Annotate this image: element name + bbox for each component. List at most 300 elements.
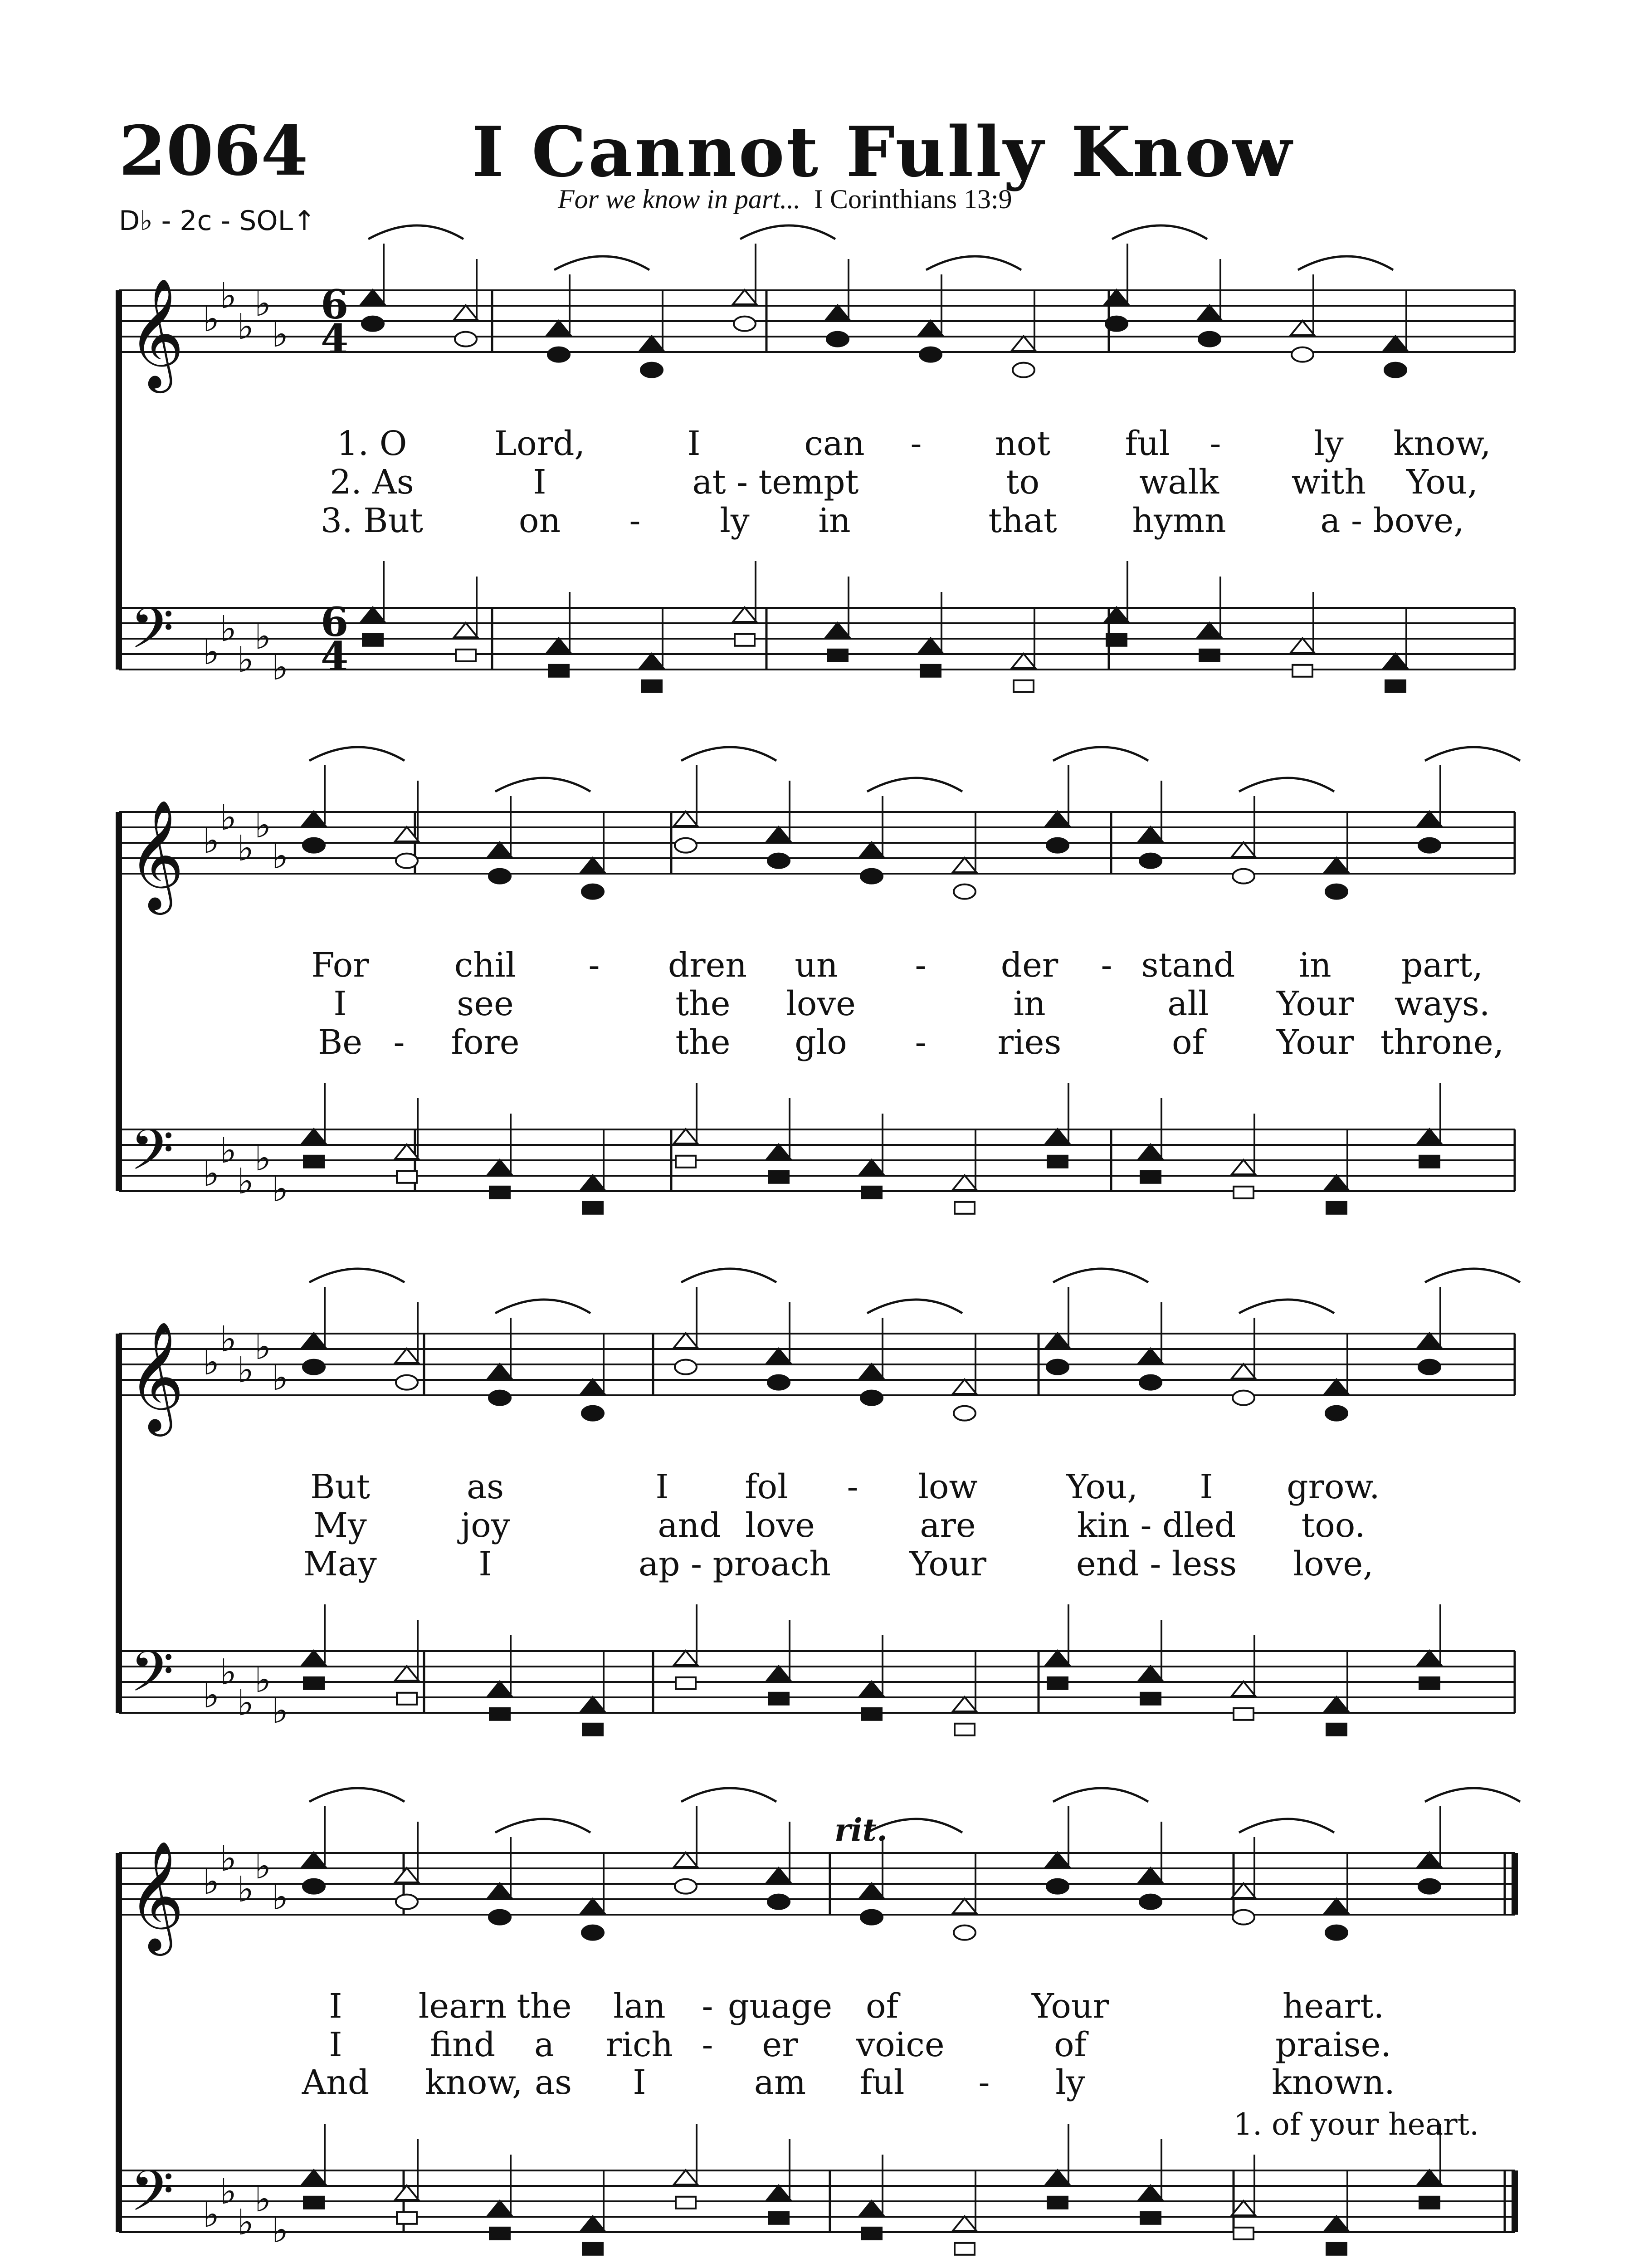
syllable: too. (1301, 1506, 1366, 1545)
syllable: hymn (1132, 501, 1226, 540)
slur (867, 1300, 962, 1313)
syllable: low (918, 1467, 978, 1506)
slur (681, 747, 776, 761)
shape-note (1046, 1651, 1069, 1665)
syllable: - (629, 501, 641, 540)
slur (1053, 1269, 1148, 1282)
verse-2-line-4 (0, 2025, 1629, 2066)
shape-note (302, 1333, 326, 1348)
syllable: end - less (1076, 1545, 1237, 1584)
shape-note (396, 1895, 418, 1909)
syllable: love, (1293, 1545, 1374, 1584)
shape-note (862, 1708, 882, 1720)
flat-icon: ♭ (254, 1846, 271, 1887)
verse-2-line-1 (0, 463, 1629, 503)
shape-note (1418, 1651, 1441, 1665)
syllable: in (818, 501, 851, 540)
shape-note (488, 1883, 512, 1898)
shape-note (1233, 1910, 1254, 1925)
shape-note (954, 885, 975, 899)
shape-note (1385, 680, 1405, 692)
shape-note (1139, 2185, 1162, 2200)
shape-note (304, 1677, 324, 1689)
verse-3-line-1 (0, 501, 1629, 542)
slur (495, 778, 590, 792)
shape-note (826, 623, 849, 637)
shape-note (919, 638, 942, 653)
syllable: I (478, 1545, 492, 1584)
syllable: I (329, 1987, 342, 2026)
slur (1112, 225, 1207, 239)
syllable: learn (418, 1987, 507, 2026)
flat-icon: ♭ (220, 797, 237, 838)
syllable: Your (1031, 1987, 1109, 2026)
shape-note (1012, 336, 1035, 351)
shape-note (675, 1360, 697, 1374)
slur (740, 225, 835, 239)
shape-note (1419, 1156, 1439, 1168)
syllable: And (302, 2063, 370, 2102)
syllable: guage (727, 1987, 833, 2026)
verse-1-line-4 (0, 1987, 1629, 2028)
flat-icon: ♭ (254, 616, 271, 657)
syllable: Be (317, 1023, 363, 1062)
flat-icon: ♭ (220, 276, 237, 317)
shape-note (768, 1895, 790, 1909)
syllable: ly (720, 501, 750, 540)
syllable: rich (605, 2025, 673, 2064)
shape-note (674, 1333, 697, 1348)
shape-note (1014, 680, 1034, 692)
shape-note (396, 854, 418, 868)
syllable: I (333, 984, 347, 1023)
shape-note (769, 1171, 789, 1183)
shape-note (674, 2170, 697, 2185)
shape-note (582, 885, 604, 899)
shape-note (954, 1406, 975, 1421)
shape-note (548, 347, 570, 362)
shape-note (735, 634, 755, 646)
shape-note (860, 2201, 883, 2215)
syllable: at - tempt (692, 463, 859, 502)
syllable: all (1167, 984, 1209, 1023)
syllable: 2. As (330, 463, 414, 502)
verse-3-line-4 (0, 2063, 1629, 2104)
flat-icon: ♭ (203, 1675, 219, 1716)
shape-note (860, 842, 883, 857)
shape-note (1326, 1406, 1347, 1421)
shape-note (1233, 1391, 1254, 1405)
syllable: know, (425, 2063, 523, 2102)
slur (1425, 1269, 1520, 1282)
shape-note (769, 2212, 789, 2224)
shape-note (953, 1379, 976, 1394)
shape-note (455, 332, 477, 347)
shape-note (581, 858, 605, 872)
syllable: joy (460, 1506, 510, 1545)
syllable: voice (856, 2025, 945, 2064)
flat-icon: ♭ (203, 1862, 219, 1902)
shape-note (955, 2243, 975, 2255)
time-signature-numerator: 6 (321, 281, 349, 328)
shape-note (641, 363, 663, 377)
shape-note (954, 1926, 975, 1940)
slur (867, 778, 962, 792)
flat-icon: ♭ (254, 1327, 271, 1368)
syllable: a (534, 2025, 555, 2064)
flat-icon: ♭ (237, 307, 254, 347)
syllable: in (1013, 984, 1046, 1023)
flat-icon: ♭ (254, 2179, 271, 2220)
shape-note (675, 838, 697, 853)
shape-note (768, 1375, 790, 1390)
syllable: of (1172, 1023, 1205, 1062)
syllable: kin - dled (1077, 1506, 1236, 1545)
shape-note (1232, 1883, 1255, 1898)
shape-note (1385, 363, 1406, 377)
syllable: I (1200, 1467, 1213, 1506)
syllable: Lord, (494, 424, 585, 463)
shape-note (953, 1175, 976, 1190)
shape-note (549, 665, 569, 677)
syllable: ries (997, 1023, 1062, 1062)
shape-note (1048, 2197, 1068, 2209)
shape-note (303, 1360, 325, 1374)
shape-note (395, 1349, 419, 1363)
scripture-quote: For we know in part... (558, 184, 800, 214)
shape-note (1384, 336, 1407, 351)
verse-2-line-3 (0, 1506, 1629, 1547)
shape-note (1141, 1693, 1161, 1705)
shape-note (827, 332, 849, 347)
shape-note (921, 665, 941, 677)
shape-note (1141, 1171, 1161, 1183)
syllable: ly (1314, 424, 1344, 463)
flat-icon: ♭ (220, 1130, 237, 1171)
flat-icon: ♭ (203, 299, 219, 340)
time-signature-denominator: 4 (321, 633, 349, 680)
shape-note (1140, 854, 1161, 868)
syllable: a - bove, (1320, 501, 1464, 540)
shape-note (1140, 1375, 1161, 1390)
verse-3-line-3 (0, 1545, 1629, 1585)
shape-note (1418, 1853, 1441, 1867)
shape-note (1198, 623, 1221, 637)
slur (309, 747, 405, 761)
shape-note (676, 1156, 696, 1168)
shape-note (1234, 1187, 1253, 1198)
flat-icon: ♭ (220, 1319, 237, 1360)
syllable: dren (668, 946, 747, 985)
shape-note (1046, 1129, 1069, 1144)
shape-note (953, 858, 976, 872)
shape-note (547, 321, 571, 335)
syllable: I (687, 424, 701, 463)
shape-note (395, 1868, 419, 1882)
shape-note (1048, 1677, 1068, 1689)
shape-note (303, 838, 325, 853)
shape-note (361, 290, 385, 304)
slur (495, 1819, 590, 1833)
shape-note (1048, 1156, 1068, 1168)
shape-note (674, 1129, 697, 1144)
syllable: - (978, 2063, 990, 2102)
shape-note (1107, 634, 1127, 646)
shape-note (1419, 838, 1440, 853)
shape-note (767, 1868, 790, 1882)
syllable: Your (1276, 1023, 1354, 1062)
flat-icon: ♭ (203, 1342, 219, 1383)
syllable: stand (1141, 946, 1235, 985)
treble-clef-icon: 𝄞 (128, 277, 185, 388)
flat-icon: ♭ (220, 609, 237, 650)
syllable: part, (1401, 946, 1483, 985)
shape-note (395, 2185, 419, 2200)
shape-note (397, 1693, 417, 1705)
slur (1239, 778, 1334, 792)
shape-note (953, 1697, 976, 1711)
syllable: May (303, 1545, 377, 1584)
shape-note (304, 2197, 324, 2209)
syllable: Your (1276, 984, 1354, 1023)
shape-note (1234, 2228, 1253, 2239)
shape-note (1047, 838, 1068, 853)
flat-icon: ♭ (220, 2171, 237, 2212)
shape-note (490, 1187, 510, 1198)
flat-icon: ♭ (272, 647, 288, 688)
shape-note (304, 1156, 324, 1168)
verse-1-line-1 (0, 424, 1629, 465)
syllable: For (311, 946, 369, 985)
shape-note (640, 336, 663, 351)
shape-note (676, 2197, 696, 2209)
flat-icon: ♭ (272, 836, 288, 877)
syllable: heart. (1282, 1987, 1385, 2026)
syllable: But (310, 1467, 370, 1506)
verse-3-line-2 (0, 1023, 1629, 1064)
shape-note (861, 1391, 883, 1405)
shape-note (640, 654, 663, 668)
shape-note (1418, 811, 1441, 826)
shape-note (860, 1681, 883, 1696)
shape-note (676, 1677, 696, 1689)
shape-note (861, 869, 883, 884)
shape-note (1200, 650, 1219, 661)
syllable: - (915, 1023, 927, 1062)
hymn-title: I Cannot Fully Know (472, 111, 1294, 192)
shape-note (1325, 858, 1348, 872)
slur (1298, 256, 1393, 270)
shape-note (582, 1406, 604, 1421)
syllable: throne, (1380, 1023, 1504, 1062)
shape-note (489, 869, 511, 884)
syllable: the (675, 984, 731, 1023)
shape-note (489, 1391, 511, 1405)
syllable: know, (1393, 424, 1491, 463)
flat-icon: ♭ (254, 284, 271, 324)
shape-note (581, 1697, 605, 1711)
syllable: - (847, 1467, 858, 1506)
shape-note (860, 1883, 883, 1898)
shape-note (397, 2212, 417, 2224)
shape-note (828, 650, 848, 661)
shape-note (581, 1379, 605, 1394)
shape-note (860, 1364, 883, 1378)
slur (554, 256, 649, 270)
flat-icon: ♭ (237, 828, 254, 869)
slur (1053, 1788, 1148, 1802)
slur (1425, 747, 1520, 761)
syllable: grow. (1287, 1467, 1380, 1506)
shape-note (1325, 2216, 1348, 2231)
first-ending-text: 1. of your heart. (1234, 2107, 1479, 2142)
shape-note (1291, 638, 1314, 653)
shape-note (302, 1853, 326, 1867)
shape-note (1140, 1895, 1161, 1909)
shape-note (303, 1879, 325, 1894)
bass-clef-icon: 𝄢 (130, 1118, 174, 1197)
shape-note (1418, 1129, 1441, 1144)
bass-clef-icon: 𝄢 (130, 1639, 174, 1718)
shape-note (674, 1651, 697, 1665)
shape-note (302, 1129, 326, 1144)
shape-note (733, 607, 756, 622)
syllable: of (1054, 2025, 1087, 2064)
bass-clef-icon: 𝄢 (130, 2159, 174, 2238)
key-info: D♭ - 2c - SOL↑ (119, 205, 316, 237)
shape-note (1139, 827, 1162, 841)
syllable: praise. (1275, 2025, 1391, 2064)
shape-note (955, 1724, 975, 1735)
shape-note (953, 2216, 976, 2231)
shape-note (767, 827, 790, 841)
syllable: - (702, 1987, 713, 2026)
shape-note (860, 1160, 883, 1174)
syllable: in (1299, 946, 1331, 985)
shape-note (955, 1202, 975, 1214)
slur (309, 1788, 405, 1802)
syllable: ap - proach (638, 1545, 831, 1584)
shape-note (769, 1693, 789, 1705)
flat-icon: ♭ (254, 1138, 271, 1179)
flat-icon: ♭ (272, 1877, 288, 1918)
shape-note (1327, 2243, 1346, 2255)
shape-note (862, 2228, 882, 2239)
syllable: Your (909, 1545, 987, 1584)
syllable: I (329, 2025, 342, 2064)
syllable: chil (454, 946, 517, 985)
shape-note (581, 2216, 605, 2231)
shape-note (1139, 1666, 1162, 1681)
shape-note (456, 650, 476, 661)
slur (1425, 1788, 1520, 1802)
shape-note (768, 854, 790, 868)
shape-note (488, 1681, 512, 1696)
syllable: - (1101, 946, 1112, 985)
shape-note (581, 1899, 605, 1913)
shape-note (490, 1708, 510, 1720)
shape-note (581, 1175, 605, 1190)
shape-note (674, 811, 697, 826)
syllable: the (517, 1987, 572, 2026)
flat-icon: ♭ (237, 1161, 254, 1202)
shape-note (734, 317, 756, 331)
shape-note (1325, 1899, 1348, 1913)
slur (368, 225, 463, 239)
syllable: - (588, 946, 600, 985)
shape-note (767, 1349, 790, 1363)
shape-note (1233, 869, 1254, 884)
shape-note (363, 634, 383, 646)
slur (926, 256, 1021, 270)
syllable: find (429, 2025, 496, 2064)
shape-note (1139, 1868, 1162, 1882)
shape-note (489, 1910, 511, 1925)
shape-note (1139, 1349, 1162, 1363)
syllable: er (762, 2025, 798, 2064)
shape-note (1199, 332, 1220, 347)
syllable: love (786, 984, 856, 1023)
scripture-citation: I Corinthians 13:9 (814, 184, 1012, 214)
shape-note (1326, 885, 1347, 899)
shape-note (919, 321, 942, 335)
syllable: 3. But (321, 501, 423, 540)
ritardando-marking: rit. (834, 1812, 888, 1848)
flat-icon: ♭ (220, 1652, 237, 1693)
syllable: walk (1139, 463, 1219, 502)
shape-note (1419, 1677, 1439, 1689)
shape-note (454, 623, 478, 637)
flat-icon: ♭ (254, 805, 271, 846)
slur (681, 1788, 776, 1802)
flat-icon: ♭ (254, 1660, 271, 1701)
shape-note (1013, 363, 1034, 377)
shape-note (1326, 1926, 1347, 1940)
slur (1239, 1300, 1334, 1313)
syllable: glo (795, 1023, 847, 1062)
syllable: fol (745, 1467, 788, 1506)
shape-note (767, 2185, 790, 2200)
syllable: I (655, 1467, 669, 1506)
flat-icon: ♭ (272, 314, 288, 355)
flat-icon: ♭ (203, 2195, 219, 2235)
shape-note (488, 842, 512, 857)
shape-note (583, 2243, 603, 2255)
shape-note (1327, 1202, 1346, 1214)
shape-note (1234, 1708, 1253, 1720)
shape-note (396, 1375, 418, 1390)
verse-1-line-2 (0, 946, 1629, 987)
shape-note (1419, 1879, 1440, 1894)
shape-note (767, 1144, 790, 1159)
syllable: I (633, 2063, 646, 2102)
slur (309, 1269, 405, 1282)
shape-note (675, 1879, 697, 1894)
flat-icon: ♭ (203, 1154, 219, 1194)
syllable: I (533, 463, 546, 502)
shape-note (920, 347, 941, 362)
shape-note (1046, 1853, 1069, 1867)
syllable: on (518, 501, 561, 540)
syllable: as (466, 1467, 504, 1506)
shape-note (361, 607, 385, 622)
shape-note (1198, 305, 1221, 320)
flat-icon: ♭ (237, 1683, 254, 1724)
shape-note (1419, 2197, 1439, 2209)
syllable: and (658, 1506, 721, 1545)
shape-note (488, 1160, 512, 1174)
shape-note (1291, 321, 1314, 335)
